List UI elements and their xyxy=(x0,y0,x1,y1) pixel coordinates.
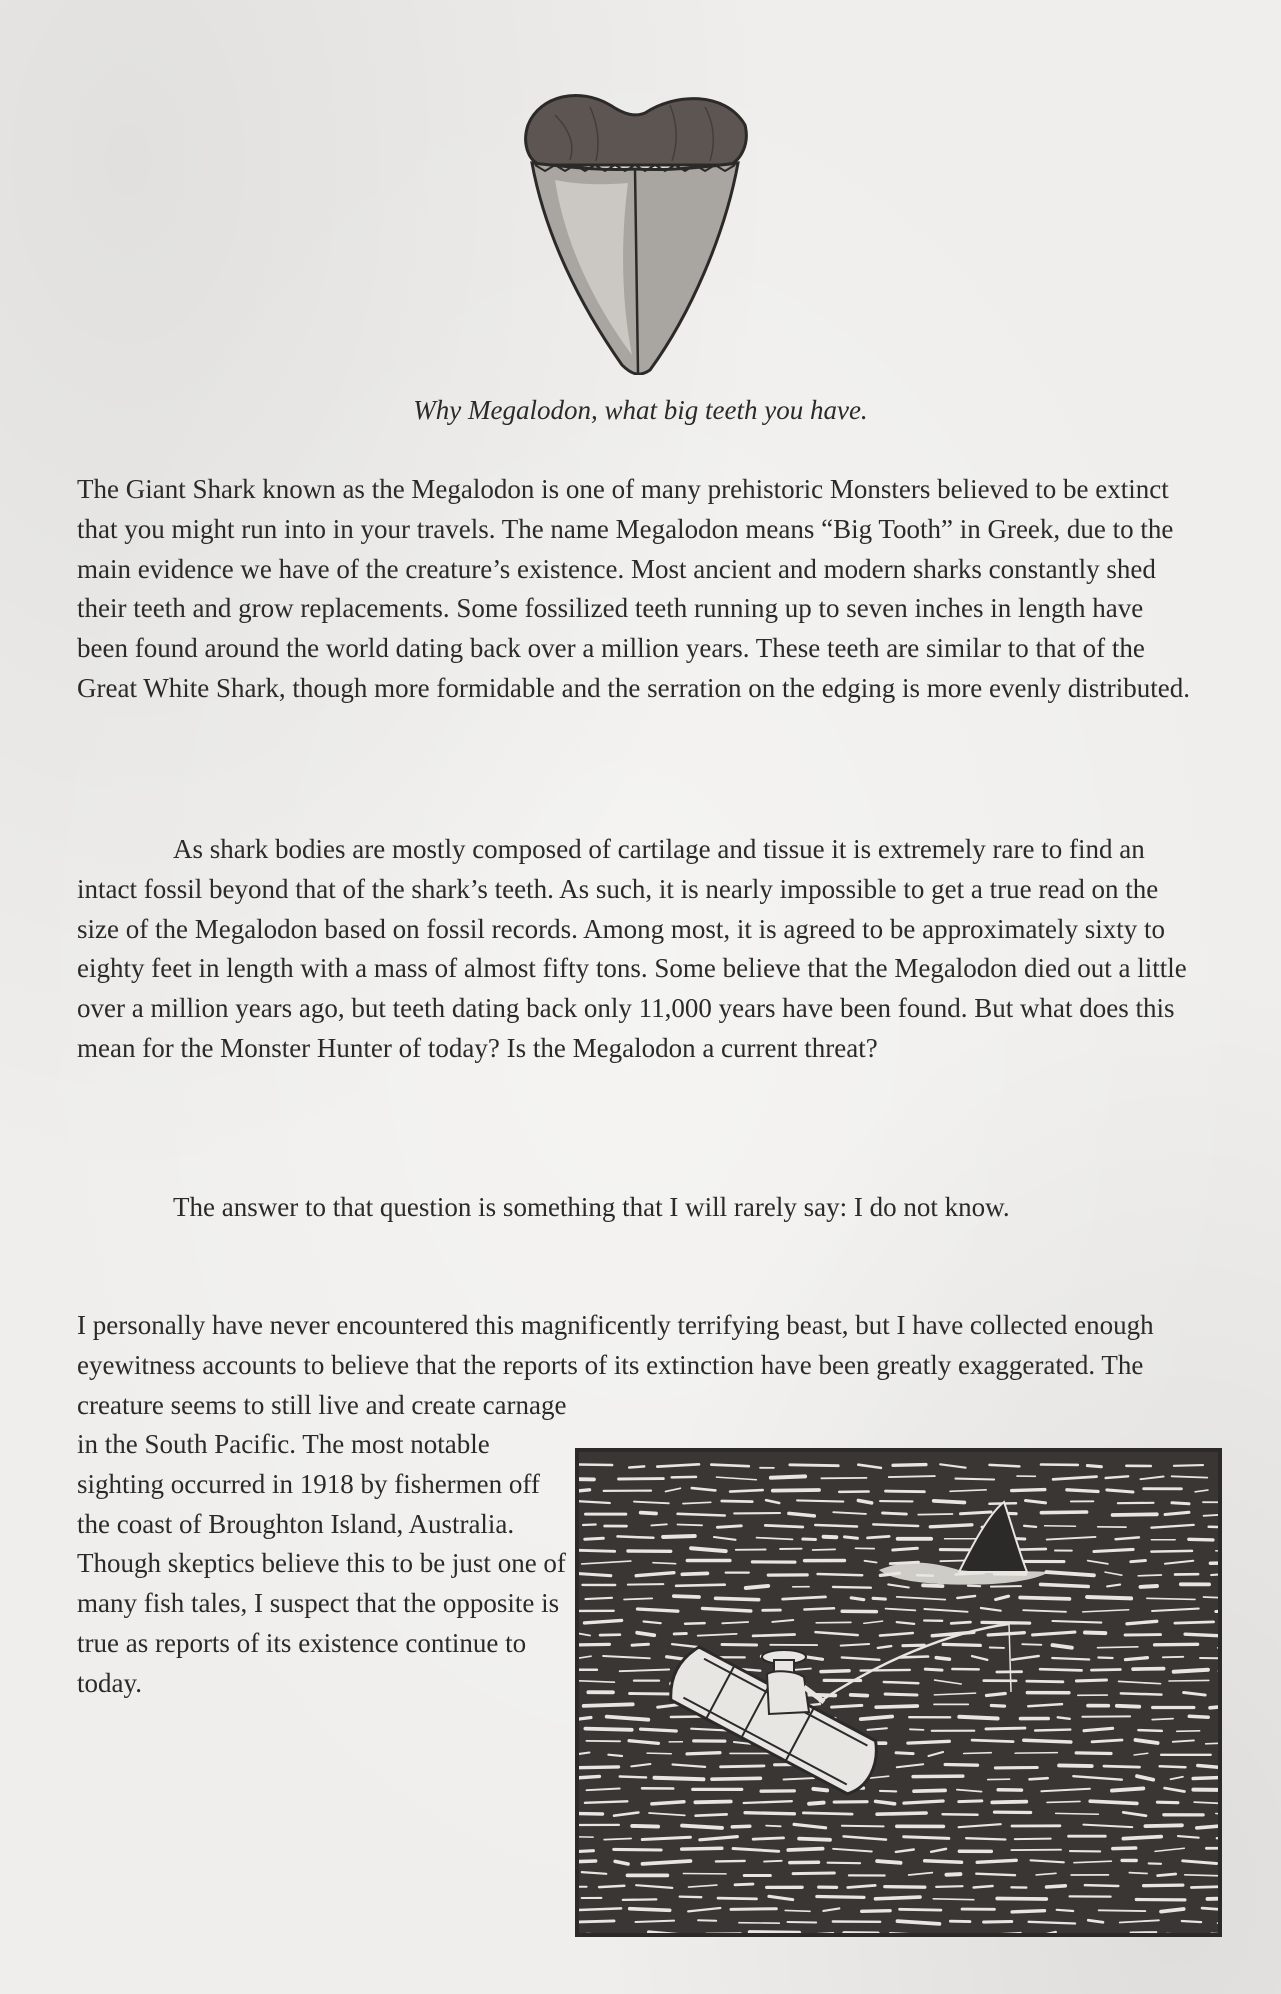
paragraph-fossils: As shark bodies are mostly composed of cartilage and tissue it is extremely rare to find an intact fossil beyond that of the shark’s teeth. As such, it is nearly impossible to get a true read on the size of the Megalodon based on fossil records. Among most, it is agreed to be approximately sixty to eighty feet in length with a mass of almost fifty tons. Some believe that the Megalodon died out a little over a million years ago, but teeth dating back only 11,000 years have been found. But what does this mean for the Monster Hunter of today? Is the Megalodon a current threat? xyxy=(77,834,1187,1063)
fisherman-boat-shark-fin-illustration xyxy=(575,1448,1222,1937)
paragraph-sighting: in the South Pacific. The most notable sighting occurred in 1918 by fishermen off the coast of Broughton Island, Australia. Though skeptics believe this to be just one of many fish tales, I suspect that the opposite is true as reports of its existence continue to today. xyxy=(77,1429,566,1698)
paragraph-answer: The answer to that question is something that I will rarely say: I do not know. xyxy=(173,1192,1010,1222)
figure-caption: Why Megalodon, what big teeth you have. xyxy=(413,395,868,425)
paragraph-intro: The Giant Shark known as the Megalodon is one of many prehistoric Monsters believed to be extinct that you might run into in your travels. The name Megalodon means “Big Tooth” in Greek, due to the main evidence we have of the creature’s existence. Most ancient and modern sharks constantly shed their teeth and grow replacements. Some fossilized teeth running up to seven inches in length have been found around the world dating back over a million years. These teeth are similar to that of the Great White Shark, though more formidable and the serration on the edging is more evenly distributed. xyxy=(77,474,1190,703)
megalodon-tooth-icon xyxy=(510,85,760,375)
paragraph-eyewitness: I personally have never encountered this magnificently terrifying beast, but I have collected enough eyewitness accounts to believe that the reports of its extinction have been greatly exaggerated. The creature seems to still live and create carnage xyxy=(77,1310,1154,1420)
